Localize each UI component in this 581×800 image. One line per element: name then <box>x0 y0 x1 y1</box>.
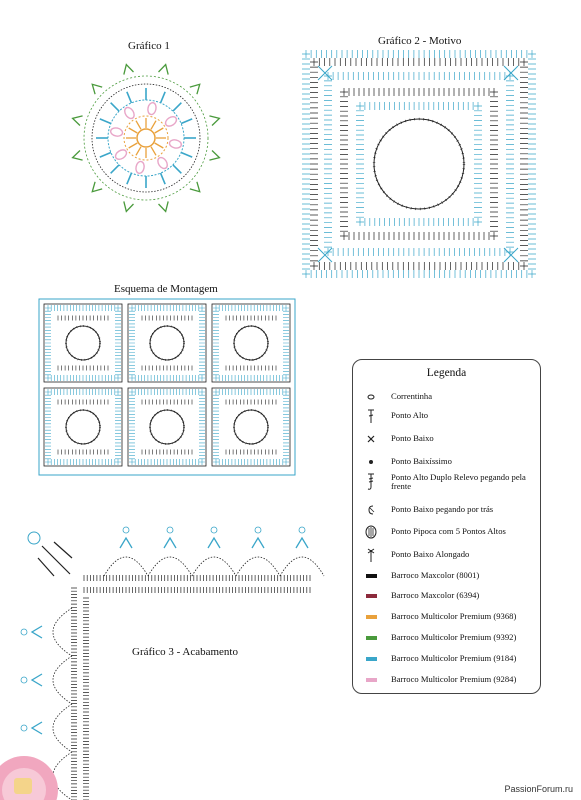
grafico3-title: Gráfico 3 - Acabamento <box>132 646 238 658</box>
round-4-stitch <box>181 153 192 158</box>
long-single-crochet-icon <box>361 547 381 563</box>
round-1-stitch <box>151 121 156 130</box>
grafico2-title: Gráfico 2 - Motivo <box>378 35 462 47</box>
corner-cross <box>504 66 518 80</box>
double-crochet-icon <box>361 408 381 424</box>
motif-circle <box>150 326 184 360</box>
corner-cross <box>504 248 518 262</box>
yarn-color-swatch-icon <box>361 609 381 625</box>
round-4-stitch <box>127 92 132 103</box>
single-crochet-icon <box>361 431 381 447</box>
corner-fan <box>38 542 72 576</box>
shell-stitch <box>89 81 102 94</box>
legend-item-label: Barroco Maxcolor (6394) <box>391 590 480 601</box>
chain-stitch-icon <box>361 389 381 405</box>
motif-circle <box>150 410 184 444</box>
grafico2-chart <box>304 52 534 276</box>
shell-stitch <box>89 182 102 195</box>
montagem-chart <box>38 298 296 476</box>
round-4-stitch <box>161 173 166 184</box>
grafico1-title: Gráfico 1 <box>128 40 170 52</box>
border-row <box>84 575 310 581</box>
legend-item <box>361 629 537 647</box>
round-1-stitch <box>136 147 141 156</box>
popcorn-stitch <box>123 106 136 120</box>
square-row <box>314 58 524 66</box>
shell-stitch <box>122 63 134 74</box>
border-shell <box>32 626 42 638</box>
round-4-stitch <box>181 119 192 124</box>
motif-circle <box>234 326 268 360</box>
square-row <box>490 92 498 236</box>
round-4-stitch <box>111 103 119 111</box>
round-4-stitch <box>173 165 181 173</box>
round-4-stitch <box>100 153 111 158</box>
montagem-title: Esquema de Montagem <box>114 283 218 295</box>
legend-item-label: Ponto Baixíssimo <box>391 456 452 467</box>
square-row <box>506 76 514 252</box>
square-row <box>474 106 482 222</box>
border-arch <box>192 557 236 576</box>
round-1-stitch <box>155 128 164 133</box>
shell-stitch <box>209 151 220 163</box>
shell-stitch <box>190 81 203 94</box>
border-arch <box>148 557 192 576</box>
square-row <box>360 218 478 226</box>
popcorn-stitch <box>114 148 128 161</box>
picot <box>255 527 261 533</box>
round-4-stitch <box>173 103 181 111</box>
shell-stitch <box>159 201 171 212</box>
corner-cross <box>318 248 332 262</box>
picot <box>299 527 305 533</box>
legend-item <box>361 473 537 491</box>
center-ring <box>137 129 155 147</box>
square-row <box>306 50 532 58</box>
border-row <box>83 598 89 800</box>
popcorn-stitch <box>164 115 178 128</box>
border-arch <box>104 557 148 576</box>
round-1-stitch <box>129 128 138 133</box>
yarn-color-swatch-icon <box>361 672 381 688</box>
round-4-stitch <box>127 173 132 184</box>
yarn-color-swatch-icon <box>361 568 381 584</box>
legend-item-label: Barroco Multicolor Premium (9284) <box>391 674 517 685</box>
yarn-color-swatch-icon <box>361 651 381 667</box>
border-shell <box>120 538 132 548</box>
border-row <box>71 588 77 800</box>
square-row <box>360 102 478 110</box>
shell-stitch <box>190 182 203 195</box>
front-post-treble-icon <box>361 474 381 490</box>
picot <box>167 527 173 533</box>
square-row <box>302 54 310 274</box>
legend-item <box>361 501 537 519</box>
square-row <box>340 92 348 236</box>
square-row <box>328 72 510 80</box>
round-4-stitch <box>100 119 111 124</box>
picot <box>211 527 217 533</box>
square-row <box>344 88 494 96</box>
popcorn-stitch <box>135 161 145 174</box>
border-arch <box>280 557 324 576</box>
square-row <box>344 232 494 240</box>
corner-picot <box>28 532 40 544</box>
square-row <box>328 248 510 256</box>
motif-circle <box>66 410 100 444</box>
border-arch <box>236 557 280 576</box>
round-1-stitch <box>151 147 156 156</box>
yarn-color-swatch-icon <box>361 630 381 646</box>
popcorn-stitch <box>156 156 169 170</box>
square-row <box>520 62 528 266</box>
legend-item-label: Ponto Baixo <box>391 433 434 444</box>
legend-item-label: Barroco Multicolor Premium (9392) <box>391 632 517 643</box>
shell-stitch <box>209 114 220 126</box>
slip-stitch-icon <box>361 454 381 470</box>
corner-cross <box>318 66 332 80</box>
square-row <box>310 62 318 266</box>
legend-item-label: Ponto Alto <box>391 410 429 421</box>
round-1-stitch <box>155 143 164 148</box>
legend-item <box>361 567 537 585</box>
legend-item-label: Correntinha <box>391 391 433 402</box>
picot <box>21 629 27 635</box>
legend-item <box>361 430 537 448</box>
shell-stitch <box>71 151 82 163</box>
legend-item <box>361 650 537 668</box>
legend-item-label: Ponto Baixo Alongado <box>391 549 470 560</box>
border-shell <box>32 722 42 734</box>
picot <box>21 677 27 683</box>
border-arch <box>53 608 72 656</box>
legend-item <box>361 671 537 689</box>
back-loop-single-crochet-icon <box>361 502 381 518</box>
assembly-border <box>39 299 295 475</box>
legend-item-label: Ponto Alto Duplo Relevo pegando pela frente <box>391 471 526 491</box>
picot <box>123 527 129 533</box>
square-row <box>306 270 532 278</box>
popcorn-stitch <box>169 139 182 149</box>
legend-item-label: Barroco Maxcolor (8001) <box>391 570 480 581</box>
border-shell <box>164 538 176 548</box>
legend-item-label: Barroco Multicolor Premium (9184) <box>391 653 517 664</box>
legend-item-label: Ponto Pipoca com 5 Pontos Altos <box>391 526 506 537</box>
legend-item <box>361 388 537 406</box>
legend-item <box>361 608 537 626</box>
yarn-color-swatch-icon <box>361 588 381 604</box>
square-row <box>528 54 536 274</box>
round-4-stitch <box>161 92 166 103</box>
legend-title: Legenda <box>426 367 467 379</box>
square-row <box>314 262 524 270</box>
popcorn-stitch-icon <box>361 524 381 540</box>
round-1-stitch <box>129 143 138 148</box>
flower-badge-icon <box>0 742 62 800</box>
popcorn-stitch <box>147 102 157 115</box>
border-arch <box>53 656 72 704</box>
popcorn-stitch <box>110 127 123 137</box>
shell-stitch <box>159 63 171 74</box>
border-row <box>84 587 310 593</box>
shell-stitch <box>122 201 134 212</box>
round-3-ring <box>108 100 184 176</box>
picot <box>21 725 27 731</box>
border-shell <box>252 538 264 548</box>
border-shell <box>208 538 220 548</box>
legend-item <box>361 407 537 425</box>
motif-circle <box>66 326 100 360</box>
legend-item-label: Ponto Baixo pegando por trás <box>391 504 494 515</box>
legend-item <box>361 546 537 564</box>
shell-stitch <box>71 114 82 126</box>
round-4-stitch <box>111 165 119 173</box>
square-row <box>356 106 364 222</box>
round-1-stitch <box>136 121 141 130</box>
legend-item <box>361 523 537 541</box>
border-shell <box>296 538 308 548</box>
motif-circle <box>234 410 268 444</box>
legend-item <box>361 587 537 605</box>
legend-item-label: Barroco Multicolor Premium (9368) <box>391 611 517 622</box>
border-shell <box>32 674 42 686</box>
legend-box <box>352 359 541 694</box>
grafico1-chart <box>66 58 226 218</box>
legend-item <box>361 453 537 471</box>
watermark: PassionForum.ru <box>504 784 573 794</box>
square-row <box>324 76 332 252</box>
